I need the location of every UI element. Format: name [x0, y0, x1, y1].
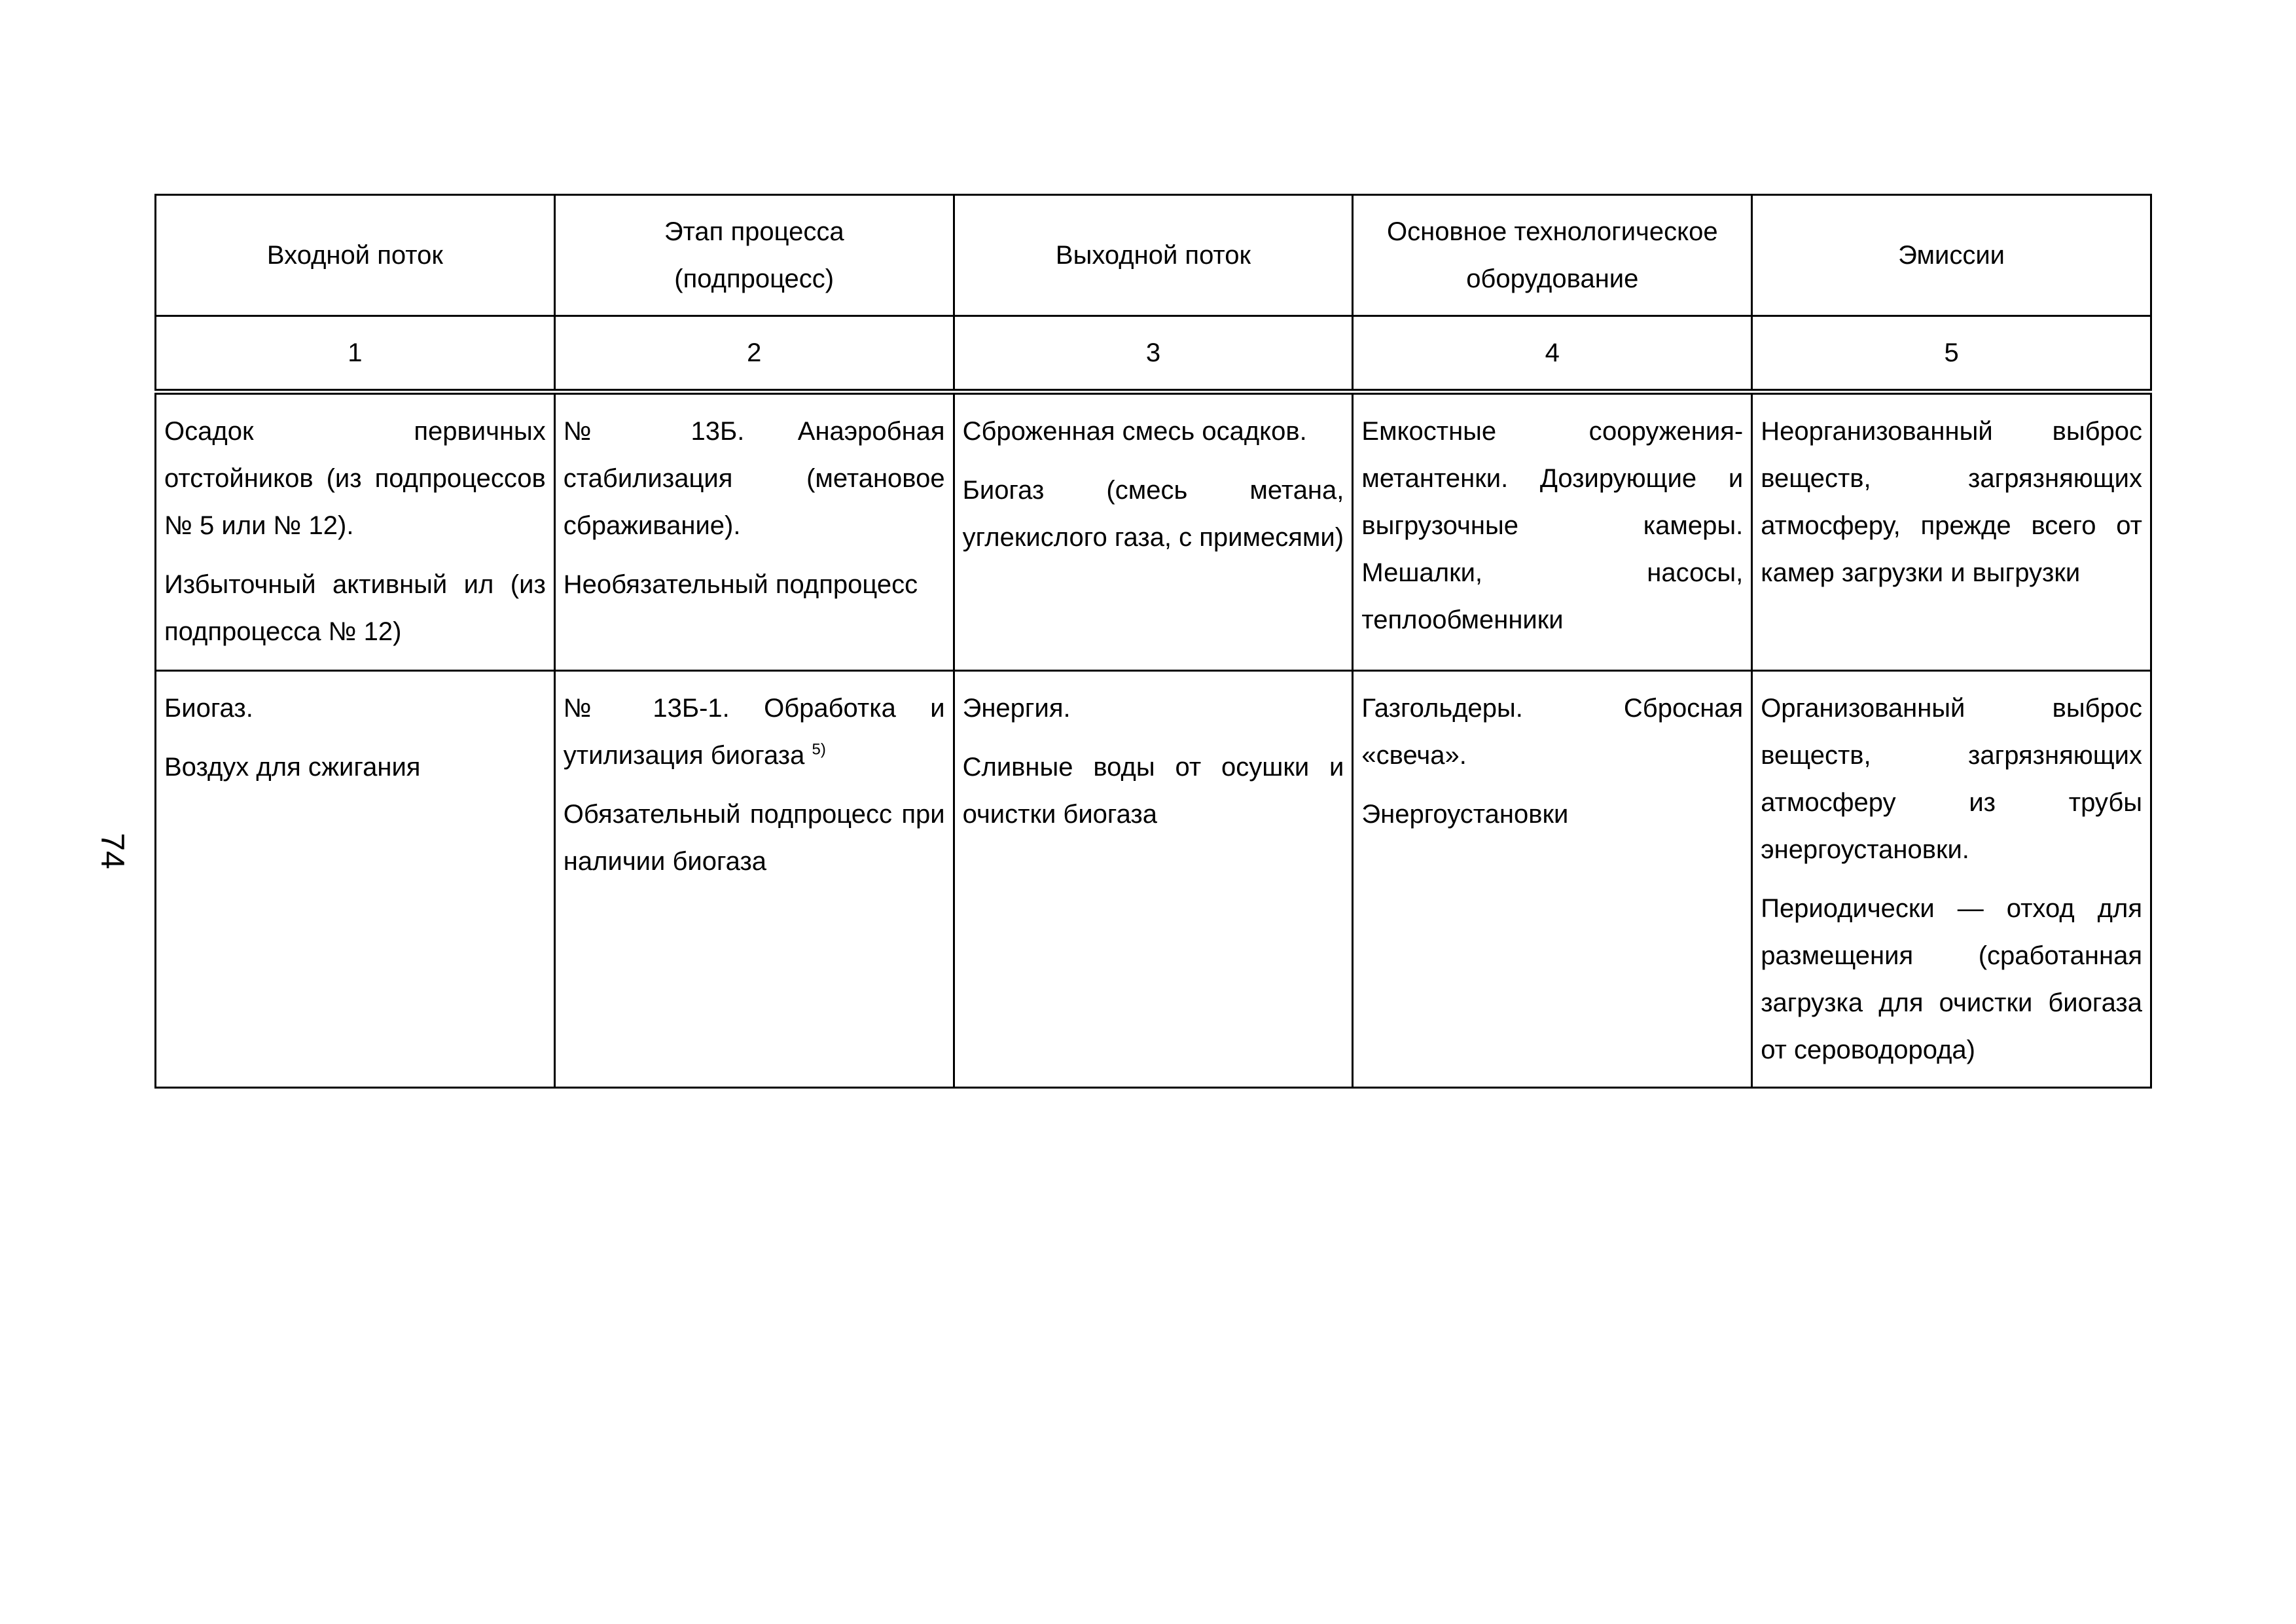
cell-paragraph: Организованный выброс веществ, загрязняющих атмосферу из трубы энергоустановки.	[1761, 694, 2142, 864]
cell-paragraph: Энергоустановки	[1361, 800, 1569, 829]
cell-output-flow	[954, 392, 1353, 671]
cell-emissions	[1752, 671, 2151, 1088]
cell-paragraph: Периодически — отход для размещения (сработанная загрузка для очистки биогаза от сероводорода)	[1761, 894, 2142, 1064]
column-number: 4	[1353, 316, 1752, 392]
column-number: 5	[1752, 316, 2151, 392]
cell-paragraph: Энергия.	[962, 694, 1071, 723]
cell-paragraph: Сливные воды от осушки и очистки биогаза	[962, 753, 1344, 829]
column-number-row	[156, 316, 2151, 392]
cell-paragraph: Воздух для сжигания	[164, 753, 421, 782]
column-number: 3	[954, 316, 1353, 392]
cell-equipment	[1353, 671, 1752, 1088]
header-process-stage-label: Этап процесса (подпроцесс)	[664, 217, 844, 293]
header-process-stage	[554, 195, 954, 316]
table-header-row	[156, 195, 2151, 316]
cell-paragraph: Осадок первичных отстойников (из подпроцессов № 5 или № 12).	[164, 417, 546, 540]
cell-paragraph: Избыточный активный ил (из подпроцесса № 12)	[164, 570, 546, 646]
cell-paragraph: Сброженная смесь осадков.	[962, 417, 1307, 446]
page-number: 74	[94, 833, 131, 869]
cell-process-stage	[554, 392, 954, 671]
header-input-flow: Входной поток	[156, 195, 555, 316]
cell-process-stage	[554, 671, 954, 1088]
stage-title: № 13Б-1. Обработка и утилизация биогаза	[563, 694, 945, 770]
table-row	[156, 392, 2151, 671]
stage-paragraph	[564, 408, 945, 549]
column-number: 1	[156, 316, 555, 392]
process-table	[154, 194, 2152, 1089]
cell-paragraph: Биогаз (смесь метана, углекислого газа, с примесями)	[962, 476, 1344, 552]
header-emissions: Эмиссии	[1752, 195, 2151, 316]
header-equipment-label: Основное технологическое оборудование	[1386, 217, 1718, 293]
cell-equipment	[1353, 392, 1752, 671]
stage-paragraph	[564, 685, 945, 779]
cell-output-flow	[954, 671, 1353, 1088]
header-equipment	[1353, 195, 1752, 316]
cell-paragraph: Емкостные сооружения-метантенки. Дозирующие и выгрузочные камеры. Мешалки, насосы, теплообменники	[1361, 417, 1744, 634]
footnote-marker: 5)	[812, 740, 826, 759]
cell-paragraph: Газгольдеры. Сбросная «свеча».	[1361, 694, 1744, 770]
stage-note: Необязательный подпроцесс	[563, 570, 918, 599]
cell-input-flow	[156, 671, 555, 1088]
cell-paragraph: Неорганизованный выброс веществ, загрязняющих атмосферу, прежде всего от камер загрузки и выгрузки	[1761, 417, 2142, 587]
cell-input-flow	[156, 392, 555, 671]
table-row	[156, 671, 2151, 1088]
stage-note: Обязательный подпроцесс при наличии биогаза	[563, 800, 945, 876]
stage-title: № 13Б. Анаэробная стабилизация (метановое сбраживание).	[563, 417, 945, 540]
header-output-flow: Выходной поток	[954, 195, 1353, 316]
cell-paragraph: Биогаз.	[164, 694, 253, 723]
column-number: 2	[554, 316, 954, 392]
cell-emissions	[1752, 392, 2151, 671]
